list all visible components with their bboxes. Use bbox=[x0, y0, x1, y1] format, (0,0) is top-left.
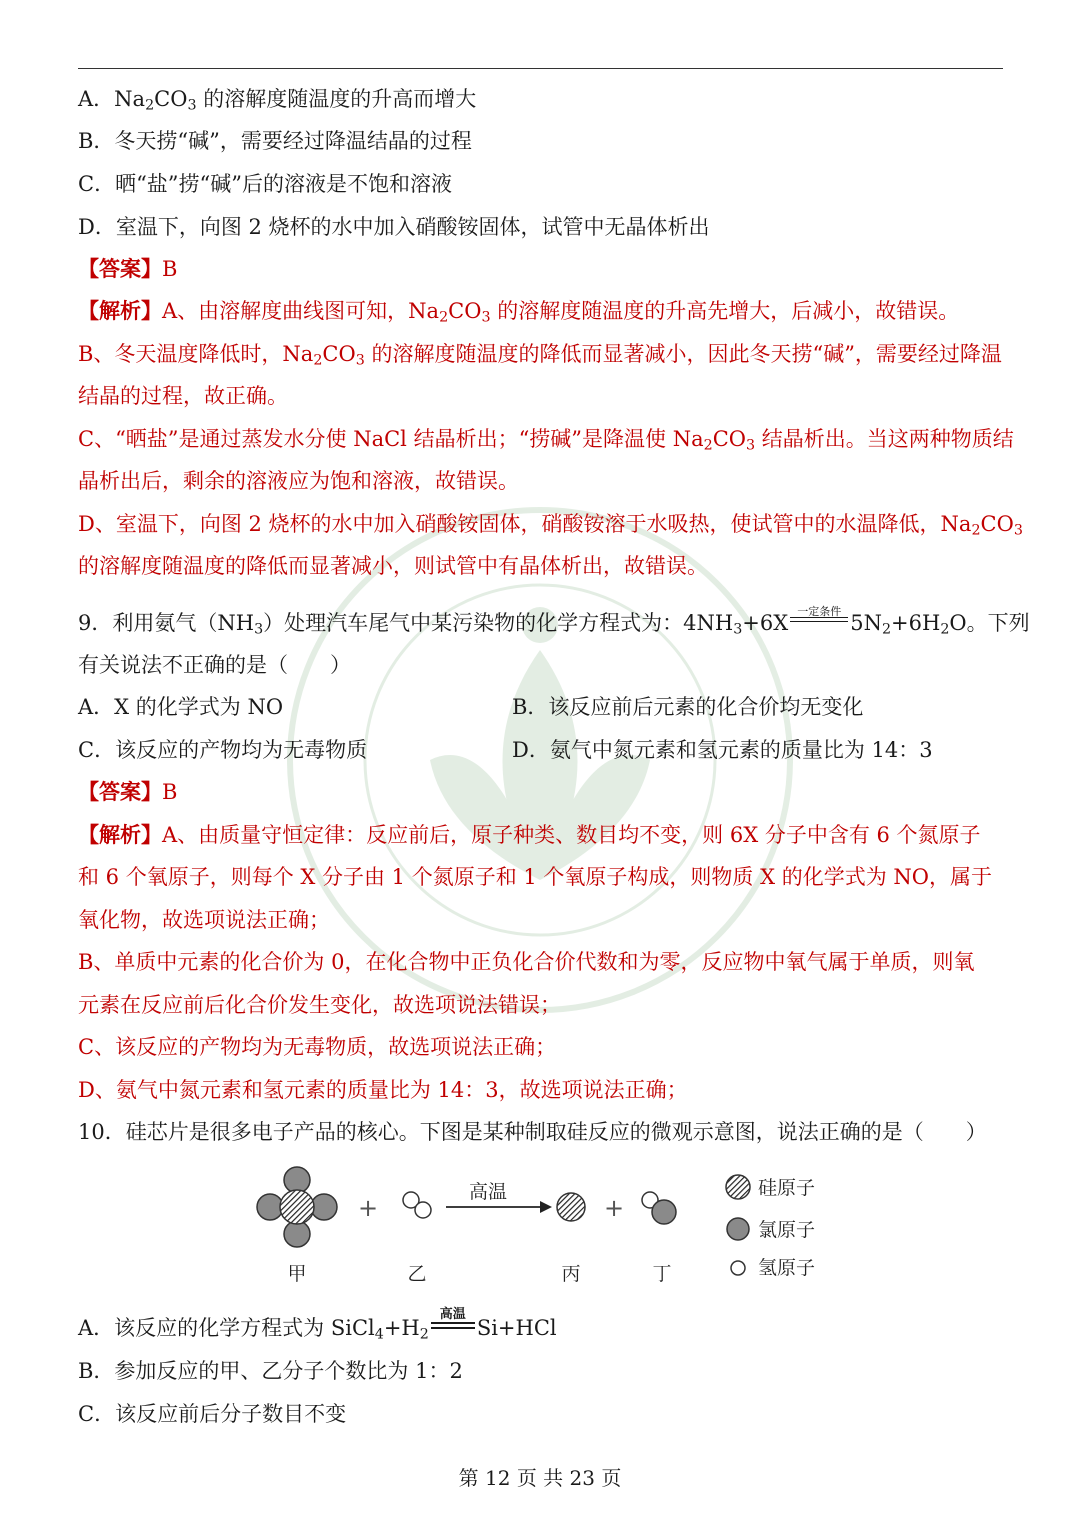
reaction-diagram bbox=[240, 1160, 840, 1290]
q9-answer: 【答案】B bbox=[78, 779, 178, 804]
molecule-jia bbox=[257, 1167, 337, 1247]
q9-stem-line1: 9．利用氨气$(NH_3)$处理汽车尾气中某污染物的化学方程式为：$4NH_3+6X$ 一定条件 $5N_2+6H_2O$。下列 bbox=[78, 605, 1030, 638]
molecule-bing bbox=[557, 1193, 585, 1221]
q9-analysis-a-line2: 和 6 个氧原子，则每个 X 分子由 1 个氮原子和 1 个氧原子构成，则物质 X 的化学式为 NO，属于 bbox=[78, 865, 992, 889]
label-bing: 丙 bbox=[561, 1263, 581, 1285]
q8-analysis-a: 【解析】A、由溶解度曲线图可知，$Na_2CO_3$ 的溶解度随温度的升高先增大，后减小，故错误。 bbox=[78, 298, 960, 326]
q9-stem-line2: 有关说法不正确的是（ ） bbox=[78, 653, 351, 677]
q9-option-d: D．氨气中氮元素和氢元素的质量比为 14：3 bbox=[512, 738, 933, 762]
equation-condition-arrow-2: 高温 bbox=[429, 1314, 477, 1338]
q8-analysis-b-line2: 结晶的过程，故正确。 bbox=[78, 384, 288, 408]
legend bbox=[726, 1175, 815, 1279]
q10-option-b: B．参加反应的甲、乙分子个数比为 1：2 bbox=[78, 1359, 463, 1383]
plus-sign-2: + bbox=[603, 1194, 625, 1222]
q9-analysis-a-line1: 【解析】A、由质量守恒定律：反应前后，原子种类、数目均不变，则 6X 分子中含有 6 个氮原子 bbox=[78, 822, 981, 847]
q9-option-c: C．该反应的产物均为无毒物质 bbox=[78, 738, 368, 762]
q8-analysis-d-line2: 的溶解度随温度的降低而显著减小，则试管中有晶体析出，故错误。 bbox=[78, 554, 708, 578]
legend-chlorine: 氯原子 bbox=[758, 1219, 816, 1241]
q9-option-a: A．X 的化学式为 NO bbox=[78, 695, 284, 719]
q8-analysis-b-line1: B、冬天温度降低时，$Na_2CO_3$ 的溶解度随温度的降低而显著减小，因此冬天捞“碱”，需要经过降温 bbox=[78, 342, 1002, 369]
page-footer: 第 12 页 共 23 页 bbox=[458, 1466, 622, 1490]
q9-analysis-d: D、氨气中氮元素和氢元素的质量比为 14：3，故选项说法正确； bbox=[78, 1078, 688, 1102]
molecule-ding bbox=[642, 1192, 676, 1224]
legend-hydrogen: 氢原子 bbox=[758, 1257, 816, 1279]
legend-silicon-marker bbox=[726, 1175, 750, 1199]
q8-option-d: D．室温下，向图 2 烧杯的水中加入硝酸铵固体，试管中无晶体析出 bbox=[78, 215, 710, 239]
q9-analysis-b-line1: B、单质中元素的化合价为 0，在化合物中正负化合价代数和为零，反应物中氧气属于单质，则氧 bbox=[78, 950, 975, 974]
legend-chlorine-marker bbox=[727, 1218, 749, 1240]
q8-analysis-d-line1: D、室温下，向图 2 烧杯的水中加入硝酸铵固体，硝酸铵溶于水吸热，使试管中的水温降低，$Na_2CO_3$ bbox=[78, 512, 1023, 539]
label-yi: 乙 bbox=[407, 1263, 427, 1285]
q10-option-c: C．该反应前后分子数目不变 bbox=[78, 1402, 347, 1426]
label-ding: 丁 bbox=[652, 1263, 672, 1285]
q8-analysis-c-line1: C、“晒盐”是通过蒸发水分使 NaCl 结晶析出；“捞碱”是降温使 $Na_2CO_3$ 结晶析出。当这两种物质结 bbox=[78, 427, 1014, 454]
q8-option-a: A．$Na_2CO_3$ 的溶解度随温度的升高而增大 bbox=[78, 87, 477, 114]
label-jia: 甲 bbox=[287, 1263, 307, 1285]
q9-option-b: B．该反应前后元素的化合价均无变化 bbox=[512, 695, 864, 719]
q9-analysis-a-line3: 氧化物，故选项说法正确； bbox=[78, 908, 330, 932]
legend-hydrogen-marker bbox=[731, 1261, 745, 1275]
q8-option-c: C．晒“盐”捞“碱”后的溶液是不饱和溶液 bbox=[78, 172, 453, 196]
legend-silicon: 硅原子 bbox=[758, 1177, 816, 1199]
q9-analysis-c: C、该反应的产物均为无毒物质，故选项说法正确； bbox=[78, 1035, 557, 1059]
molecule-yi bbox=[403, 1192, 431, 1218]
q8-option-b: B．冬天捞“碱”，需要经过降温结晶的过程 bbox=[78, 129, 472, 153]
q9-analysis-b-line2: 元素在反应前后化合价发生变化，故选项说法错误； bbox=[78, 993, 561, 1017]
q8-answer: 【答案】B bbox=[78, 256, 178, 281]
plus-sign-1: + bbox=[357, 1194, 379, 1222]
q8-analysis-c-line2: 晶析出后，剩余的溶液应为饱和溶液，故错误。 bbox=[78, 469, 519, 493]
header-rule bbox=[78, 68, 1003, 69]
arrow-label: 高温 bbox=[468, 1181, 508, 1203]
q10-stem: 10．硅芯片是很多电子产品的核心。下图是某种制取硅反应的微观示意图，说法正确的是（ ） bbox=[78, 1120, 987, 1144]
q10-option-a: A．该反应的化学方程式为 $SiCl_4+H_2$ 高温 Si+HCl bbox=[78, 1307, 557, 1343]
equation-condition-arrow: 一定条件 bbox=[788, 609, 850, 633]
